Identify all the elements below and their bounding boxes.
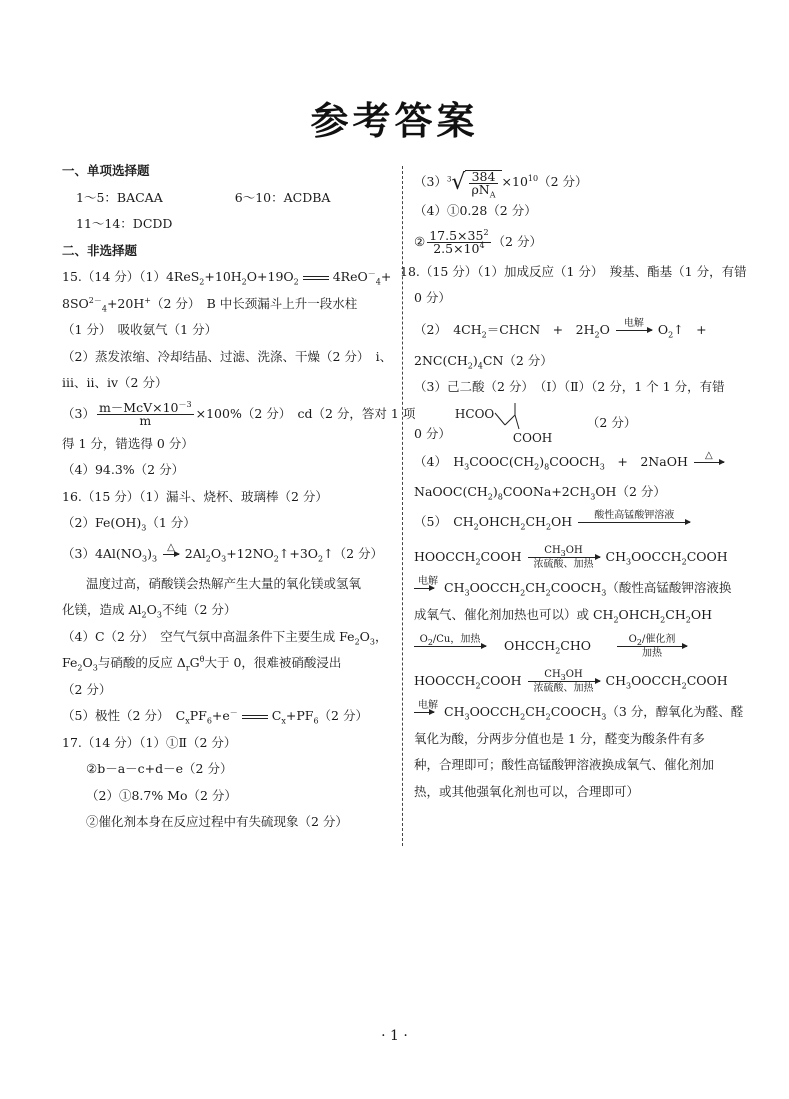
reaction-arrow: $CH_3OH$ 浓硫酸、加热	[528, 668, 600, 695]
q16-line-6: （4）C（2 分） 空气气氛中高温条件下主要生成 $Fe_2O_3$，	[62, 628, 388, 646]
reaction-arrow: $O_2/Cu$，加热	[414, 633, 486, 660]
reaction-arrow: $CH_3OH$ 浓硫酸、加热	[528, 544, 600, 571]
q18-line-16: 氧化为酸，分两步分值也是 1 分，醛变为酸条件有多	[414, 730, 705, 746]
q18-line-6: 0 分） HCOO COOH （2 分）	[414, 401, 736, 445]
q18-line-4: $2NC(CH_2)_4CN(2$ 分）	[414, 352, 553, 370]
q18-line-12: 成氧气、催化剂加热也可以）或 $CH_2OHCH_2CH_2OH$	[414, 607, 712, 625]
left-column	[62, 158, 416, 836]
q18-line-8: $NaOOC(CH_2)_8COONa+2CH_3OH(2$ 分）	[414, 483, 666, 501]
q18-line-9: （5） $CH_2OHCH_2CH_2OH$ 酸性高锰酸钾溶液	[414, 505, 736, 539]
chemical-structure: HCOO COOH	[455, 401, 583, 445]
q15-line-3: （1 分） 吸收氨气（1 分）	[62, 322, 218, 337]
page-title: 参考答案	[310, 99, 479, 143]
reaction-arrow: 电解	[616, 317, 652, 344]
q15-line-2: $8SO^{2-}_4+20H^+(2$ 分） B 中长颈漏斗上升一段水柱	[62, 295, 358, 313]
q16-line-7: $Fe_2O_3$与硝酸的反应 $\Delta_rG^\theta$大于 0，很难被硝酸浸出	[62, 654, 342, 673]
q17-line-6: （4）①0.28（2 分）	[414, 203, 537, 218]
right-column	[400, 166, 747, 805]
q18-line-10: $HOOCCH_2COOH$ $CH_3OH$ 浓硫酸、加热 $CH_3OOCCH_2COOH$	[414, 545, 728, 570]
q17-line-1: 17.（14 分）（1）①Ⅱ（2 分）	[62, 734, 237, 750]
q18-line-7: （4） $H_3COOC(CH_2)_8COOCH_3$ + 2NaOH △	[414, 445, 736, 479]
q15-line-1: 15.（14 分）$(1)4ReS_2+10H_2O+19O_2$ 4ReO－$_4$+	[62, 268, 392, 287]
q17-line-2: ②b－a－c+d－e（2 分）	[86, 761, 233, 776]
q17-line-5: $(3)^3√$ $\frac{384}{\rho N_A}$ $\times 10^{10}(2$ 分）	[414, 168, 588, 199]
q15-line-7: 得 1 分，错选得 0 分）	[62, 435, 194, 451]
q16-line-8: （2 分）	[62, 681, 112, 697]
q16-line-2: $(2)Fe(OH)_3(1$ 分）	[62, 515, 196, 533]
q17-line-3: （2）①8.7% Mo（2 分）	[86, 787, 237, 803]
equals-sign	[303, 276, 329, 280]
section-heading-single-choice: 一、单项选择题	[62, 163, 150, 178]
mc-answers-1-5: 1～5：BACAA	[76, 189, 163, 205]
q17-line-4: ②催化剂本身在反应过程中有失硫现象（2 分）	[86, 814, 348, 829]
reaction-arrow: △	[694, 449, 724, 476]
q17-line-7: ② $\frac{17.5\times 35^2}{2.5\times 10^4}$ （2 分）	[414, 227, 542, 256]
mc-answers-row-1	[62, 185, 392, 212]
cube-root: $^3$√ $\frac{384}{\rho N_A}$	[447, 170, 502, 196]
q15-line-8: （4）94.3%（2 分）	[62, 462, 185, 477]
q18-line-3: （2） $4CH_2=CHCN$ + $2H_2O$ 电解 $O_2↑$ +	[414, 312, 736, 348]
q18-line-1: 18.（15 分）（1）加成反应（1 分） 羧基、酯基（1 分，有错	[400, 263, 747, 279]
mc-answers-6-10: 6～10：ACDBA	[234, 189, 331, 205]
q18-line-2: 0 分）	[414, 290, 451, 305]
reaction-arrow: 电解	[414, 575, 442, 602]
q16-line-5: 化镁，造成 $Al_2O_3$不纯（2 分）	[62, 602, 237, 620]
q18-line-5: （3）己二酸（2 分） （Ⅰ）（Ⅱ）（2 分，1 个 1 分，有错	[414, 379, 725, 394]
q15-fraction: $\frac{m-McV\times 10^{-3}}{m}$	[98, 399, 192, 428]
reaction-arrow: $O_2/$催化剂 加热	[617, 633, 687, 660]
page-number: · 1 ·	[381, 1028, 408, 1044]
q18-line-18: 热，或其他强氧化剂也可以，合理即可）	[414, 783, 640, 799]
section-heading-non-choice: 二、非选择题	[62, 242, 138, 258]
q15-line-6: （3） $\frac{m-McV\times 10^{-3}}{m}$ ×100%（2 分） cd（2 分，答对 1 项	[62, 399, 416, 428]
reaction-arrow: 酸性高锰酸钾溶液	[578, 509, 690, 536]
mc-answers-11-14: 11～14：DCDD	[76, 216, 173, 231]
q16-line-4: 温度过高，硝酸镁会热解产生大量的氧化镁或氢氧	[86, 575, 362, 591]
q18-line-15: 电解 $CH_3OOCCH_2CH_2COOCH_3(3$ 分，醇氧化为醛、醛	[414, 699, 736, 726]
q18-line-17: 种，合理即可；酸性高锰酸钾溶液换成氧气、催化剂加	[414, 757, 715, 772]
q16-line-3: $(3)4Al(NO_3)_3$ △ $2Al_2O_3+12NO_2↑+3O_2↑(2$ 分）	[62, 537, 392, 571]
q17-fraction: $\frac{17.5\times 35^2}{2.5\times 10^4}$	[429, 227, 489, 256]
q15-line-5: ⅲ、ⅱ、ⅳ（2 分）	[62, 375, 168, 390]
q18-line-14: $HOOCCH_2COOH$ $CH_3OH$ 浓硫酸、加热 $CH_3OOCCH_2COOH$	[414, 668, 728, 694]
q16-line-1: 16.（15 分）（1）漏斗、烧杯、玻璃棒（2 分）	[62, 488, 328, 504]
q18-line-11: 电解 $CH_3OOCCH_2CH_2COOCH_3$（酸性高锰酸钾溶液换	[414, 575, 736, 602]
reaction-arrow: △	[163, 541, 179, 568]
reaction-arrow: 电解	[414, 699, 442, 726]
q15-line-4: （2）蒸发浓缩、冷却结晶、过滤、洗涤、干燥（2 分） ⅰ、	[62, 348, 393, 364]
q16-line-9: （5）极性（2 分） $C_xPF_6+e^-$ $C_x+PF_6(2$ 分）	[62, 707, 368, 726]
q18-line-13: $O_2/Cu$，加热 $OHCCH_2CHO$ $O_2/$催化剂 加热	[414, 629, 736, 663]
